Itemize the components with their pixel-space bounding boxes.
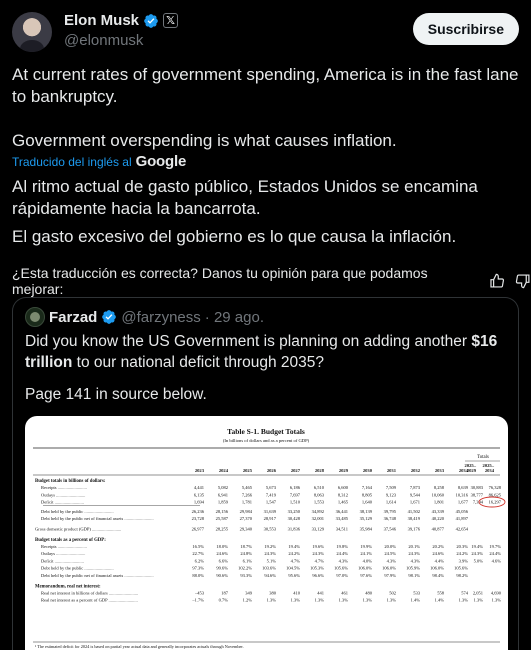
table-value: 4,690 bbox=[490, 590, 501, 596]
table-value: 45,056 bbox=[455, 508, 468, 514]
table-value: 104.5% bbox=[286, 565, 300, 571]
table-row-label: Debt held by the public .......................... bbox=[41, 565, 114, 571]
table-value: 26,977 bbox=[191, 526, 204, 532]
table-value: 19.4% bbox=[288, 543, 300, 549]
table-value: 106.0% bbox=[382, 565, 396, 571]
table-value: 1.3% bbox=[491, 597, 501, 603]
author-avatar[interactable] bbox=[12, 12, 52, 52]
table-value: 349 bbox=[245, 590, 252, 596]
table-value: 40,220 bbox=[431, 516, 444, 522]
table-value: 1,694 bbox=[193, 499, 204, 505]
table-value: 6.1% bbox=[242, 558, 252, 564]
table-value: 2,051 bbox=[472, 590, 483, 596]
table-year-header: 2028 bbox=[314, 468, 324, 473]
table-value: 0.7% bbox=[218, 597, 228, 603]
verified-badge-icon bbox=[143, 13, 159, 29]
table-value: 76,328 bbox=[488, 485, 501, 490]
table-value: 533 bbox=[413, 590, 420, 596]
table-value: 31,639 bbox=[263, 508, 276, 514]
feedback-prompt: ¿Esta traducción es correcta? Danos tu opinión para que podamos mejorar: bbox=[12, 265, 428, 297]
table-value: 1,671 bbox=[409, 499, 420, 505]
table-value: 1,781 bbox=[241, 499, 252, 505]
table-row-label: Outlays .......................... bbox=[41, 551, 86, 557]
author-name[interactable]: Elon Musk bbox=[64, 12, 140, 29]
table-value: 5,082 bbox=[217, 485, 228, 490]
table-value: 35,129 bbox=[359, 516, 372, 522]
table-value: 187 bbox=[221, 590, 228, 596]
table-value: 39,795 bbox=[383, 508, 396, 514]
table-value: 1,465 bbox=[337, 499, 348, 505]
table-value: 24.6% bbox=[216, 551, 228, 557]
table-value: 30,428 bbox=[287, 516, 300, 522]
table-year-header: 2032 bbox=[410, 468, 420, 473]
quoted-post-image[interactable] bbox=[25, 416, 508, 650]
table-value: 97.0% bbox=[336, 573, 348, 578]
table-year-header: 2024 bbox=[218, 468, 228, 473]
table-value: 4.3% bbox=[338, 558, 348, 564]
table-value: 40,877 bbox=[431, 526, 444, 532]
table-year-header: 2025 bbox=[242, 468, 252, 473]
table-year-header: 2034 bbox=[484, 468, 494, 473]
google-logo: Google bbox=[135, 153, 187, 170]
table-value: 105.6% bbox=[454, 565, 468, 571]
table-value: 1.3% bbox=[314, 597, 324, 603]
table-row-label: Receipts .......................... bbox=[41, 543, 87, 549]
table-value: 6.2% bbox=[194, 558, 204, 564]
table-value: 30,883 bbox=[470, 485, 483, 490]
table-section-heading: Memorandum, real net interest: bbox=[35, 584, 101, 590]
table-value: 29,340 bbox=[239, 526, 252, 532]
table-value: 18.0% bbox=[216, 543, 228, 549]
table-value: 19.7% bbox=[489, 543, 501, 549]
table-value: 34,511 bbox=[335, 526, 348, 532]
post-text-2: Government overspending is what causes inflation. bbox=[12, 131, 397, 150]
translated-text-1: Al ritmo actual de gasto público, Estados Unidos se encamina rápidamente hacia la bancarrota. bbox=[12, 177, 478, 218]
table-value: 24.4% bbox=[336, 551, 348, 557]
table-section-heading: Budget totals as a percent of GDP: bbox=[35, 537, 106, 543]
table-value: 33,129 bbox=[311, 526, 324, 532]
table-value: 33,485 bbox=[335, 516, 348, 522]
table-value: 10,060 bbox=[431, 492, 444, 498]
table-value: –453 bbox=[195, 590, 204, 596]
table-value: 4.4% bbox=[434, 558, 444, 564]
table-value: 1.3% bbox=[473, 597, 483, 603]
x-affiliate-badge-icon: 𝕏 bbox=[163, 13, 178, 28]
table-value: 26,236 bbox=[191, 508, 204, 514]
table-value: 1,553 bbox=[313, 499, 324, 505]
table-value: 36,441 bbox=[335, 508, 348, 514]
table-value: 1,614 bbox=[385, 499, 396, 505]
table-value: 1.3% bbox=[458, 597, 468, 603]
table-year-header: 2029 bbox=[338, 468, 348, 473]
table-row-label: Debt held by the public net of financial assets .......................... bbox=[41, 573, 154, 578]
table-value: 90.6% bbox=[216, 573, 228, 578]
table-value: 24.2% bbox=[288, 551, 300, 557]
table-value: 19.9% bbox=[360, 543, 372, 549]
table-value: 97.9% bbox=[384, 573, 396, 578]
post-header bbox=[12, 10, 519, 50]
table-row-label: Deficit .......................... bbox=[41, 558, 84, 564]
table-value: 1.2% bbox=[242, 597, 252, 603]
table-value: 20.1% bbox=[408, 543, 420, 549]
table-value: 19.4% bbox=[471, 543, 483, 549]
table-row-label: Outlays .......................... bbox=[41, 492, 86, 498]
table-row-label: Debt held by the public .......................... bbox=[41, 508, 114, 514]
table-value: 6,600 bbox=[337, 485, 348, 490]
table-value: 558 bbox=[437, 590, 444, 596]
table-value: 42,654 bbox=[455, 526, 468, 532]
budget-table-image bbox=[25, 416, 508, 650]
table-value: 7,419 bbox=[265, 492, 276, 498]
table-value: 5,673 bbox=[265, 485, 276, 490]
table-value: 106.0% bbox=[358, 565, 372, 571]
table-value: 86,625 bbox=[488, 492, 501, 498]
quoted-author-avatar[interactable] bbox=[25, 307, 45, 327]
table-value: 36,748 bbox=[383, 516, 396, 522]
table-value: 1,510 bbox=[289, 499, 300, 505]
table-value: 95.6% bbox=[288, 573, 300, 578]
table-value: 8,258 bbox=[433, 485, 444, 490]
table-value: 7,394 bbox=[472, 499, 483, 505]
table-row-label: Real net interest in billions of dollars .......................... bbox=[41, 590, 139, 596]
table-value: 1.3% bbox=[290, 597, 300, 603]
table-value: 19.8% bbox=[336, 543, 348, 549]
quoted-text-highlight: $16 trillion bbox=[25, 333, 498, 371]
table-year-header: 2025– bbox=[464, 463, 476, 468]
table-value: 410 bbox=[293, 590, 300, 596]
table-value: 105.9% bbox=[406, 565, 420, 571]
table-value: 3.9% bbox=[458, 558, 468, 564]
table-value: 103.6% bbox=[262, 565, 276, 571]
table-value: 574 bbox=[461, 590, 468, 596]
table-value: 38,419 bbox=[407, 516, 420, 522]
table-value: 28,255 bbox=[215, 526, 228, 532]
table-value: 41,897 bbox=[455, 516, 468, 522]
table-value: 105.6% bbox=[334, 565, 348, 571]
table-value: 4.7% bbox=[290, 558, 300, 564]
table-value: 28,917 bbox=[263, 516, 276, 522]
quoted-post-header bbox=[25, 307, 264, 327]
table-value: 1,640 bbox=[361, 499, 372, 505]
table-totals-label: Totals bbox=[477, 455, 489, 460]
table-value: 24.3% bbox=[408, 551, 420, 557]
table-value: 98.2% bbox=[456, 573, 468, 578]
table-value: 7,873 bbox=[409, 485, 420, 490]
table-value: 8,312 bbox=[337, 492, 348, 498]
translated-text-2: El gasto excesivo del gobierno es lo que causa la inflación. bbox=[12, 227, 457, 246]
table-year-header: 2026 bbox=[266, 468, 276, 473]
verified-badge-icon bbox=[101, 309, 117, 325]
quoted-post[interactable] bbox=[12, 297, 519, 650]
table-value: 102.2% bbox=[238, 565, 252, 571]
table-value: 39,176 bbox=[407, 526, 420, 532]
table-value: 1,801 bbox=[433, 499, 444, 505]
table-year-header: 2029 bbox=[466, 468, 476, 473]
table-subtitle: (In billions of dollars and as a percent of GDP) bbox=[222, 438, 310, 443]
table-value: 20.3% bbox=[456, 543, 468, 549]
table-value: 20.0% bbox=[384, 543, 396, 549]
table-year-header: 2031 bbox=[386, 468, 396, 473]
table-value: 38,777 bbox=[470, 492, 483, 498]
thumbs-down-icon[interactable] bbox=[515, 273, 531, 289]
table-value: 441 bbox=[317, 590, 324, 596]
table-value: 24.2% bbox=[456, 551, 468, 557]
translated-by-label: Traducido del inglés al bbox=[12, 154, 132, 169]
table-value: 1.3% bbox=[338, 597, 348, 603]
table-value: 16,297 bbox=[488, 499, 501, 505]
quoted-text-after: to our national deficit through 2035? bbox=[72, 354, 324, 371]
table-value: 24.5% bbox=[384, 551, 396, 557]
table-value: 461 bbox=[341, 590, 348, 596]
table-value: 7,697 bbox=[289, 492, 300, 498]
table-value: 24.8% bbox=[240, 551, 252, 557]
table-value: 28,156 bbox=[215, 508, 228, 514]
table-value: 20.2% bbox=[432, 543, 444, 549]
table-year-header: 2034 bbox=[458, 468, 468, 473]
table-value: 380 bbox=[269, 590, 276, 596]
table-year-header: 2033 bbox=[434, 468, 444, 473]
author-name-row bbox=[64, 12, 178, 29]
table-year-header: 2027 bbox=[290, 468, 300, 473]
table-value: 7,266 bbox=[241, 492, 252, 498]
table-value: 24.4% bbox=[489, 551, 501, 557]
table-value: 32,001 bbox=[311, 516, 324, 522]
table-value: 37,546 bbox=[383, 526, 396, 532]
table-value: 1,547 bbox=[265, 499, 276, 505]
table-value: 4.0% bbox=[362, 558, 372, 564]
table-value: 7,509 bbox=[385, 485, 396, 490]
table-value: 4.6% bbox=[491, 558, 501, 564]
table-value: 8,639 bbox=[457, 485, 468, 490]
table-value: 6.6% bbox=[218, 558, 228, 564]
table-value: 1.4% bbox=[410, 597, 420, 603]
table-row-label: Gross domestic product (GDP) .......................... bbox=[35, 526, 122, 532]
table-value: 19.6% bbox=[312, 543, 324, 549]
table-value: 5.1% bbox=[266, 558, 276, 564]
table-value: 18.7% bbox=[240, 543, 252, 549]
table-value: 1.3% bbox=[362, 597, 372, 603]
table-value: 25,587 bbox=[215, 516, 228, 522]
quoted-post-text bbox=[25, 331, 506, 373]
table-value: 1,859 bbox=[217, 499, 228, 505]
table-value: 41,502 bbox=[407, 508, 420, 514]
table-value: 6,510 bbox=[313, 485, 324, 490]
table-value: 24.3% bbox=[264, 551, 276, 557]
table-value: 5,465 bbox=[241, 485, 252, 490]
table-value: 23,728 bbox=[191, 516, 204, 522]
table-value: 480 bbox=[365, 590, 372, 596]
table-value: 9,544 bbox=[409, 492, 420, 498]
table-value: 99.6% bbox=[216, 565, 228, 571]
table-year-header: 2025– bbox=[482, 463, 494, 468]
table-value: 6,186 bbox=[289, 485, 300, 490]
author-handle[interactable]: @elonmusk bbox=[64, 32, 144, 49]
table-value: 24.3% bbox=[312, 551, 324, 557]
table-value: 8,063 bbox=[313, 492, 324, 498]
table-value: 31,836 bbox=[287, 526, 300, 532]
table-value: 9,123 bbox=[385, 492, 396, 498]
table-value: 24.1% bbox=[360, 551, 372, 557]
table-value: 27,370 bbox=[239, 516, 252, 522]
table-footnote: ¹ The estimated deficit for 2024 is based on partial year actual data and generally incorporates actuals through November. bbox=[35, 644, 244, 649]
table-value: 4.3% bbox=[410, 558, 420, 564]
table-value: 24.3% bbox=[471, 551, 483, 557]
table-value: 1.4% bbox=[434, 597, 444, 603]
table-value: 22.7% bbox=[192, 551, 204, 557]
table-value: –1.7% bbox=[192, 597, 204, 603]
table-year-header: 2030 bbox=[362, 468, 372, 473]
translation-attribution[interactable] bbox=[12, 153, 186, 170]
table-value: 5.0% bbox=[473, 558, 483, 564]
table-year-header: 2023 bbox=[194, 468, 204, 473]
table-value: 93.3% bbox=[240, 573, 252, 578]
table-title: Table S-1. Budget Totals bbox=[227, 427, 305, 436]
table-value: 88.0% bbox=[192, 573, 204, 578]
table-value: 34,892 bbox=[311, 508, 324, 514]
table-row-label: Receipts .......................... bbox=[41, 485, 87, 490]
translation-feedback bbox=[12, 265, 531, 297]
table-value: 35,984 bbox=[359, 526, 372, 532]
table-value: 8,805 bbox=[361, 492, 372, 498]
table-value: 98.4% bbox=[432, 573, 444, 578]
table-value: 106.0% bbox=[430, 565, 444, 571]
table-row-label: Debt held by the public net of financial assets .......................... bbox=[41, 516, 154, 522]
table-value: 33,250 bbox=[287, 508, 300, 514]
table-value: 19.2% bbox=[264, 543, 276, 549]
quoted-author-name[interactable]: Farzad bbox=[49, 308, 98, 326]
table-value: 1.3% bbox=[266, 597, 276, 603]
table-value: 1,677 bbox=[457, 499, 468, 505]
quoted-author-handle[interactable]: @farzyness bbox=[121, 308, 201, 326]
subscribe-button[interactable]: Suscribirse bbox=[413, 13, 519, 45]
table-value: 38,139 bbox=[359, 508, 372, 514]
table-value: 105.3% bbox=[310, 565, 324, 571]
table-value: 43,339 bbox=[431, 508, 444, 514]
table-value: 30,553 bbox=[263, 526, 276, 532]
table-value: 4.3% bbox=[386, 558, 396, 564]
table-value: 24.6% bbox=[432, 551, 444, 557]
quoted-post-source-text: Page 141 in source below. bbox=[25, 386, 207, 403]
table-value: 97.6% bbox=[360, 573, 372, 578]
table-value: 96.6% bbox=[312, 573, 324, 578]
quoted-post-date[interactable]: · 29 ago. bbox=[204, 308, 264, 326]
table-value: 4.7% bbox=[314, 558, 324, 564]
table-value: 1.3% bbox=[386, 597, 396, 603]
table-value: 29,984 bbox=[239, 508, 252, 514]
table-section-heading: Budget totals in billions of dollars: bbox=[35, 479, 106, 484]
post-text-1: At current rates of government spending, America is in the fast lane to bankruptcy. bbox=[12, 65, 519, 106]
table-value: 10,316 bbox=[455, 492, 468, 498]
table-value: 94.6% bbox=[264, 573, 276, 578]
table-value: 16.5% bbox=[192, 543, 204, 549]
quoted-text-before: Did you know the US Government is planning on adding another bbox=[25, 333, 472, 350]
table-value: 6,135 bbox=[193, 492, 204, 498]
thumbs-up-icon[interactable] bbox=[489, 273, 505, 289]
table-value: 97.3% bbox=[192, 565, 204, 571]
table-value: 98.1% bbox=[408, 573, 420, 578]
table-value: 7,164 bbox=[361, 485, 372, 490]
table-row-label: Deficit .......................... bbox=[41, 499, 84, 505]
table-value: 6,941 bbox=[217, 492, 228, 498]
table-value: 4,441 bbox=[193, 485, 204, 490]
table-value: 502 bbox=[389, 590, 396, 596]
table-row-label: Real net interest as a percent of GDP .......................... bbox=[41, 597, 138, 603]
